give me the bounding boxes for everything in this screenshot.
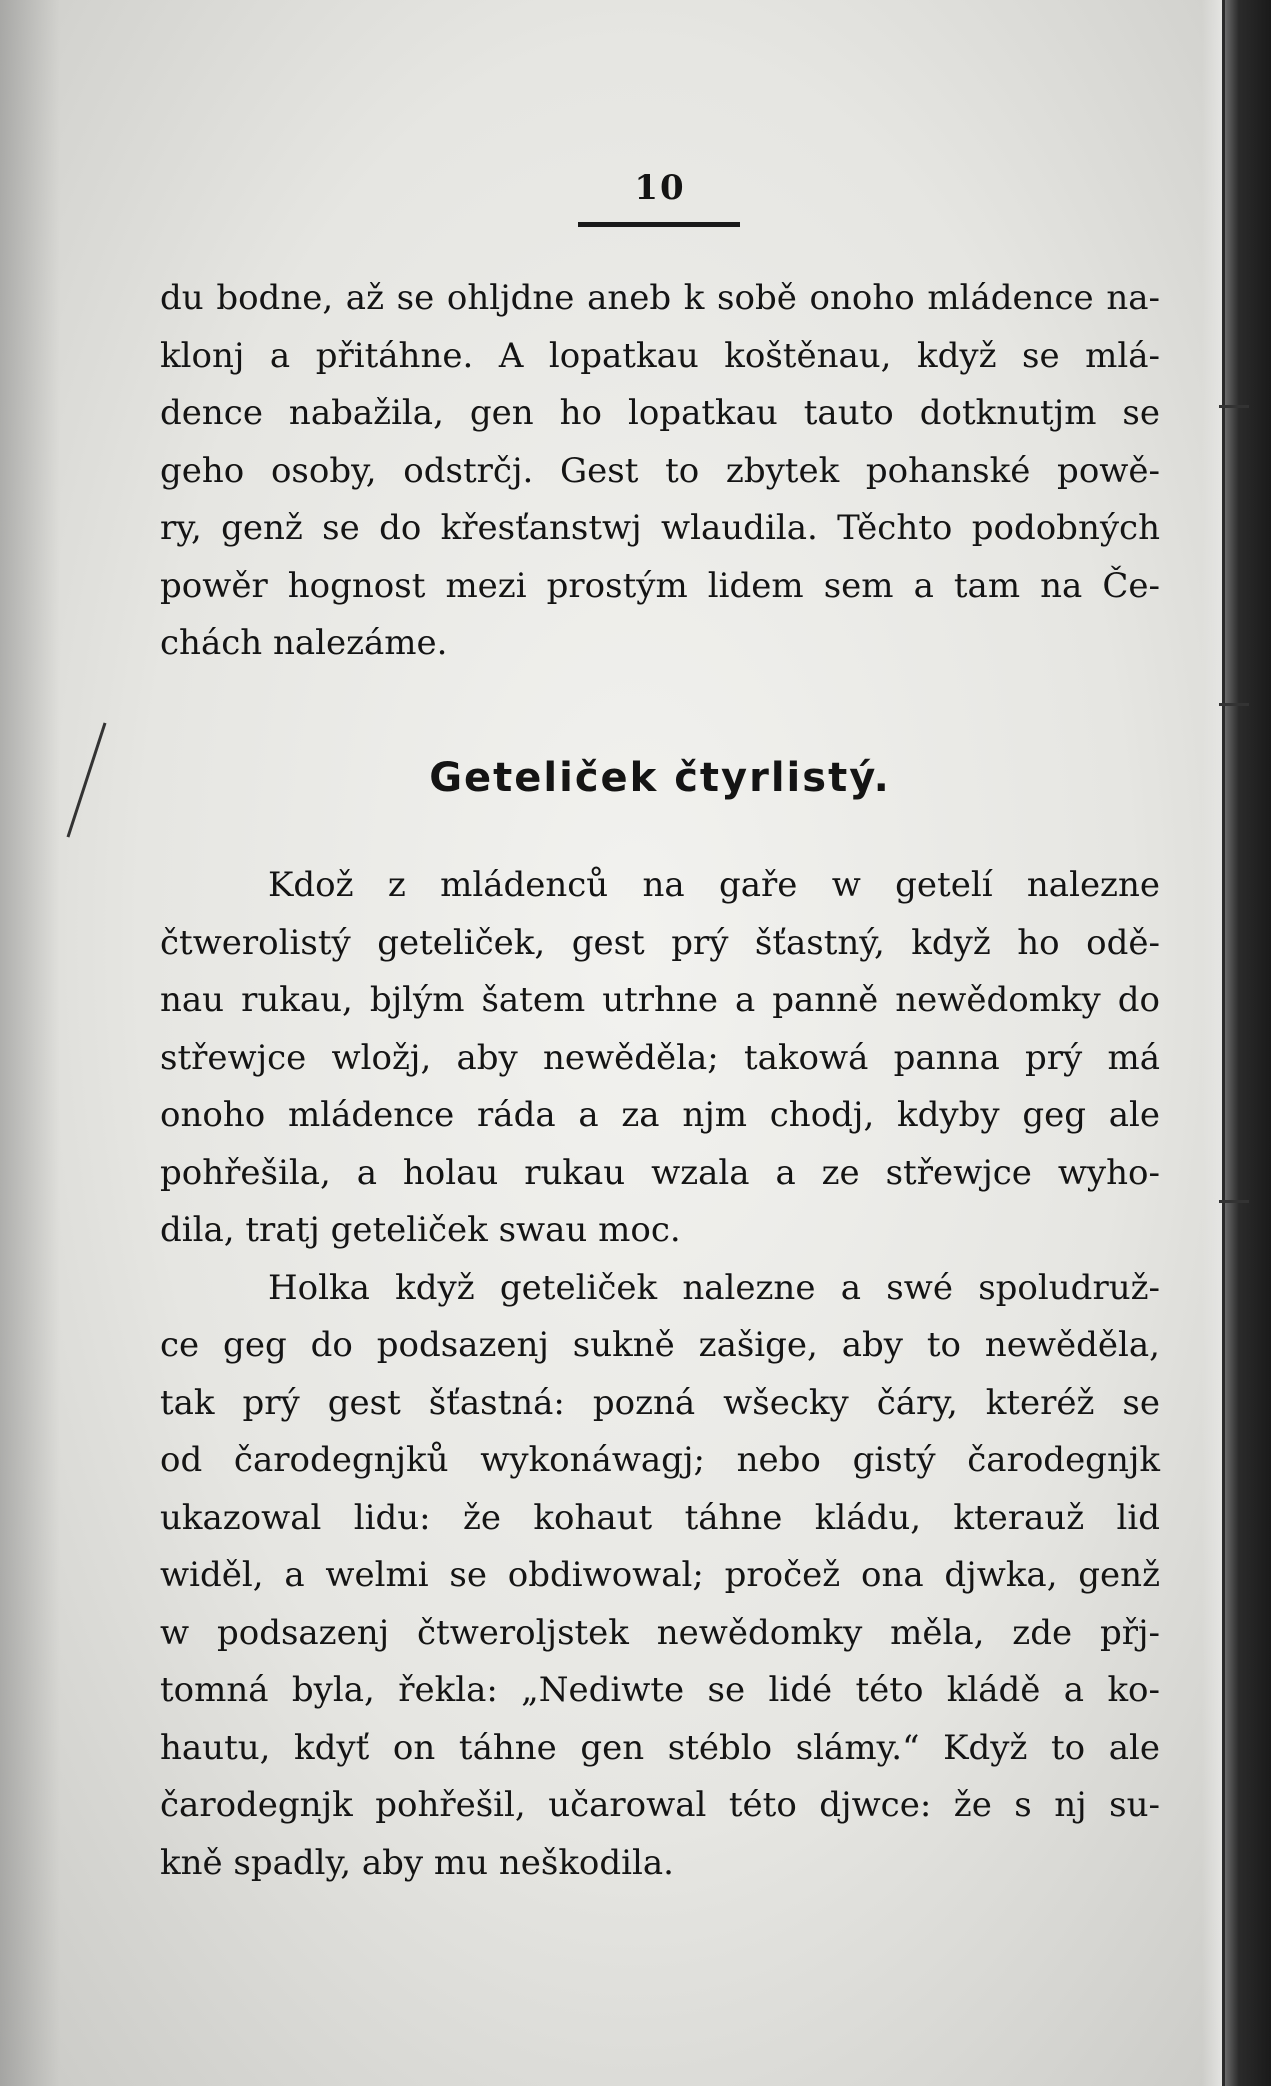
text-line: ce geg do podsazenj sukně zašige, aby to newěděla, [160, 1325, 1160, 1365]
text-line: nau rukau, bjlým šatem utrhne a panně newědomky do [160, 980, 1160, 1020]
text-line: geho osoby, odstrčj. Gest to zbytek pohanské powě- [160, 450, 1160, 491]
text-line: čtwerolistý geteliček, gest prý šťastný, když ho odě- [160, 922, 1160, 963]
text-line: chách nalezáme. [160, 623, 448, 663]
text-line: čarodegnjk pohřešil, učarowal této djwce: že s nj su- [160, 1785, 1160, 1825]
edge-tick [1219, 703, 1249, 706]
page-edge-highlight [1202, 0, 1222, 2086]
text-line: tomná byla, řekla: „Nediwte se lidé této kládě a ko- [160, 1670, 1160, 1710]
edge-tick [1219, 1200, 1249, 1203]
text-line: tak prý gest šťastná: pozná wšecky čáry, kteréž se [160, 1382, 1160, 1423]
scanner-border [1225, 0, 1271, 2086]
section-heading: Geteliček čtyrlistý. [429, 755, 891, 801]
text-line: pohřešila, a holau rukau wzala a ze střewjce wyho- [160, 1152, 1160, 1193]
page-number: 10 [634, 168, 686, 208]
text-line: od čarodegnjků wykonáwagj; nebo gistý čarodegnjk [160, 1440, 1160, 1480]
edge-tick [1219, 405, 1249, 408]
text-line: Kdož z mládenců na gaře w getelí nalezne [268, 865, 1160, 905]
paragraph-1 [160, 270, 1160, 673]
scan-shadow-left [0, 0, 60, 2086]
text-line: dila, tratj geteliček swau moc. [160, 1210, 681, 1250]
text-line: ry, genž se do křesťanstwj wlaudila. Těchto podobných [160, 508, 1160, 548]
text-line: střewjce wložj, aby newěděla; takowá panna prý má [160, 1037, 1160, 1078]
text-line: klonj a přitáhne. A lopatkau koštěnau, když se mlá- [160, 335, 1160, 376]
text-line: ukazowal lidu: že kohaut táhne kládu, kterauž lid [160, 1497, 1160, 1538]
paragraph-2-and-3 [160, 857, 1160, 1892]
text-line: kně spadly, aby mu neškodila. [160, 1842, 674, 1883]
page-number-rule [578, 222, 740, 227]
text-line: onoho mládence ráda a za njm chodj, kdyby geg ale [160, 1095, 1160, 1135]
text-line: powěr hognost mezi prostým lidem sem a tam na Če- [160, 565, 1160, 606]
text-line: dence nabažila, gen ho lopatkau tauto dotknutjm se [160, 393, 1160, 433]
text-line: w podsazenj čtweroljstek newědomky měla, zde přj- [160, 1612, 1160, 1653]
text-line: widěl, a welmi se obdiwowal; pročež ona djwka, genž [160, 1555, 1160, 1595]
text-line: hautu, kdyť on táhne gen stéblo slámy.“ Když to ale [160, 1727, 1160, 1768]
text-line: Holka když geteliček nalezne a swé spoludruž- [268, 1267, 1160, 1308]
text-line: du bodne, až se ohljdne aneb k sobě onoho mládence na- [160, 278, 1160, 318]
